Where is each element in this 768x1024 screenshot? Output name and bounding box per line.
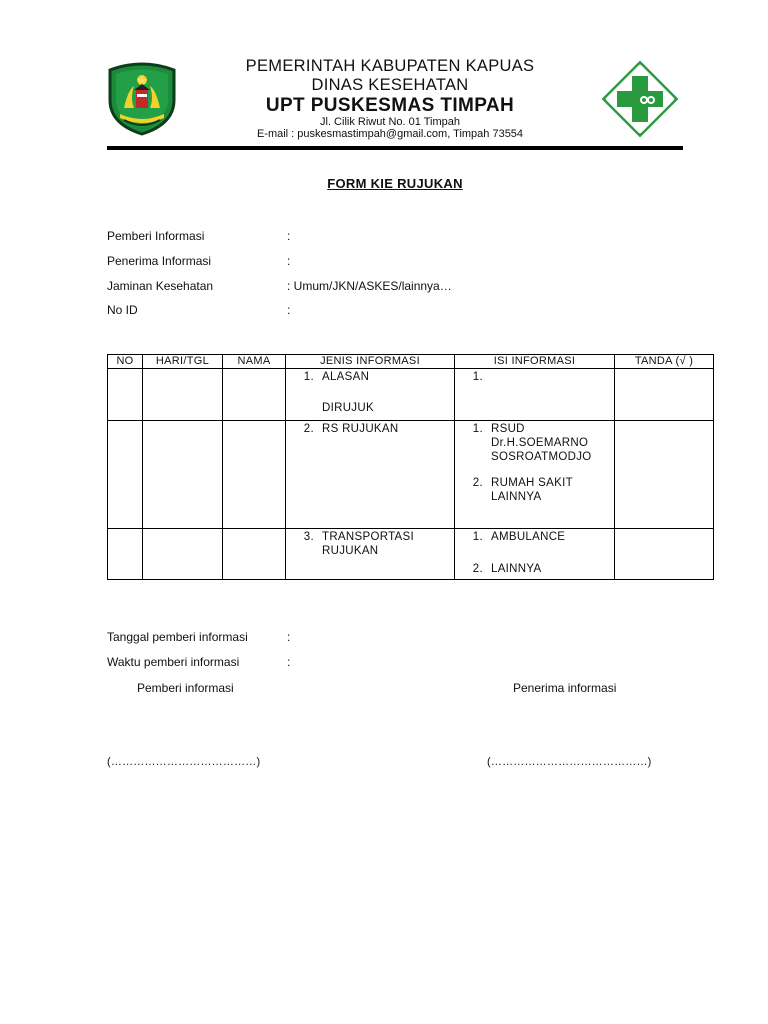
isi-text: SOSROATMODJO — [491, 451, 592, 463]
penerima-signature-line[interactable]: (……………………………………) — [487, 756, 652, 768]
field-value-penerima[interactable]: : — [287, 254, 291, 268]
kabupaten-emblem-icon — [104, 60, 180, 136]
table-header-row — [108, 355, 714, 369]
jenis-number: 1. — [303, 371, 314, 383]
cell-isi — [455, 529, 615, 580]
isi-text: RUMAH SAKIT — [491, 477, 573, 489]
col-header-hari-tgl: HARI/TGL — [143, 355, 223, 369]
isi-text: RSUD — [491, 423, 525, 435]
isi-text[interactable] — [491, 370, 614, 384]
isi-text: LAINNYA — [491, 491, 542, 503]
jenis-number: 2. — [303, 423, 314, 435]
col-header-no: NO — [108, 355, 143, 369]
field-label-penerima: Penerima Informasi — [107, 254, 212, 268]
cell-hari-tgl[interactable] — [143, 369, 223, 421]
field-label-jaminan: Jaminan Kesehatan — [107, 279, 214, 293]
field-label-no-id: No ID — [107, 303, 138, 317]
cell-hari-tgl[interactable] — [143, 421, 223, 529]
table-row — [108, 421, 714, 529]
jenis-text: TRANSPORTASI — [322, 531, 414, 543]
letterhead-divider — [107, 146, 683, 150]
tanggal-label: Tanggal pemberi informasi — [107, 630, 248, 644]
letterhead-facility: UPT PUSKESMAS TIMPAH — [265, 95, 515, 116]
jenis-text: RS RUJUKAN — [322, 423, 399, 435]
cell-nama[interactable] — [223, 421, 286, 529]
waktu-label: Waktu pemberi informasi — [107, 655, 240, 669]
cell-no[interactable] — [108, 529, 143, 580]
col-header-jenis-informasi: JENIS INFORMASI — [286, 355, 455, 369]
jenis-number: 3. — [303, 531, 314, 543]
puskesmas-cross-icon — [601, 60, 679, 138]
jenis-text: DIRUJUK — [322, 402, 374, 414]
isi-number: 1. — [472, 531, 483, 543]
field-label-pemberi: Pemberi Informasi — [107, 229, 205, 243]
cell-jenis — [286, 529, 455, 580]
isi-number: 1. — [472, 371, 483, 383]
pemberi-signature-line[interactable]: (…………………………………) — [107, 756, 261, 768]
cell-no[interactable] — [108, 421, 143, 529]
field-value-no-id[interactable]: : — [287, 303, 291, 317]
cell-tanda[interactable] — [615, 529, 714, 580]
cell-isi — [455, 421, 615, 529]
isi-number: 1. — [472, 423, 483, 435]
isi-text: Dr.H.SOEMARNO — [491, 437, 589, 449]
jenis-text: RUJUKAN — [322, 545, 379, 557]
cell-no[interactable] — [108, 369, 143, 421]
tanggal-value[interactable]: : — [287, 630, 291, 644]
letterhead-department: DINAS KESEHATAN — [311, 76, 469, 94]
kie-table — [107, 354, 714, 580]
field-value-pemberi[interactable]: : — [287, 229, 291, 243]
field-value-jaminan[interactable]: : Umum/JKN/ASKES/lainnya… — [287, 279, 452, 293]
cell-tanda[interactable] — [615, 421, 714, 529]
jenis-text: ALASAN — [322, 371, 370, 383]
letterhead-address: Jl. Cilik Riwut No. 01 Timpah — [320, 116, 460, 128]
cell-isi — [455, 369, 615, 421]
col-header-nama: NAMA — [223, 355, 286, 369]
col-header-isi-informasi: ISI INFORMASI — [455, 355, 615, 369]
table-row — [108, 529, 714, 580]
form-title: FORM KIE RUJUKAN — [327, 176, 463, 191]
isi-text: AMBULANCE — [491, 531, 566, 543]
col-header-tanda: TANDA (√ ) — [615, 355, 714, 369]
pemberi-signature-label: Pemberi informasi — [137, 681, 234, 695]
cell-hari-tgl[interactable] — [143, 529, 223, 580]
cell-tanda[interactable] — [615, 369, 714, 421]
penerima-signature-label: Penerima informasi — [513, 681, 617, 695]
cell-jenis — [286, 369, 455, 421]
cell-nama[interactable] — [223, 529, 286, 580]
letterhead-government: PEMERINTAH KABUPATEN KAPUAS — [245, 57, 535, 75]
cell-nama[interactable] — [223, 369, 286, 421]
cell-jenis — [286, 421, 455, 529]
isi-number: 2. — [472, 563, 483, 575]
isi-number: 2. — [472, 477, 483, 489]
isi-text: LAINNYA — [491, 563, 542, 575]
table-row — [108, 369, 714, 421]
letterhead-email: E-mail : puskesmastimpah@gmail.com, Timpah 73554 — [256, 128, 524, 140]
waktu-value[interactable]: : — [287, 655, 291, 669]
